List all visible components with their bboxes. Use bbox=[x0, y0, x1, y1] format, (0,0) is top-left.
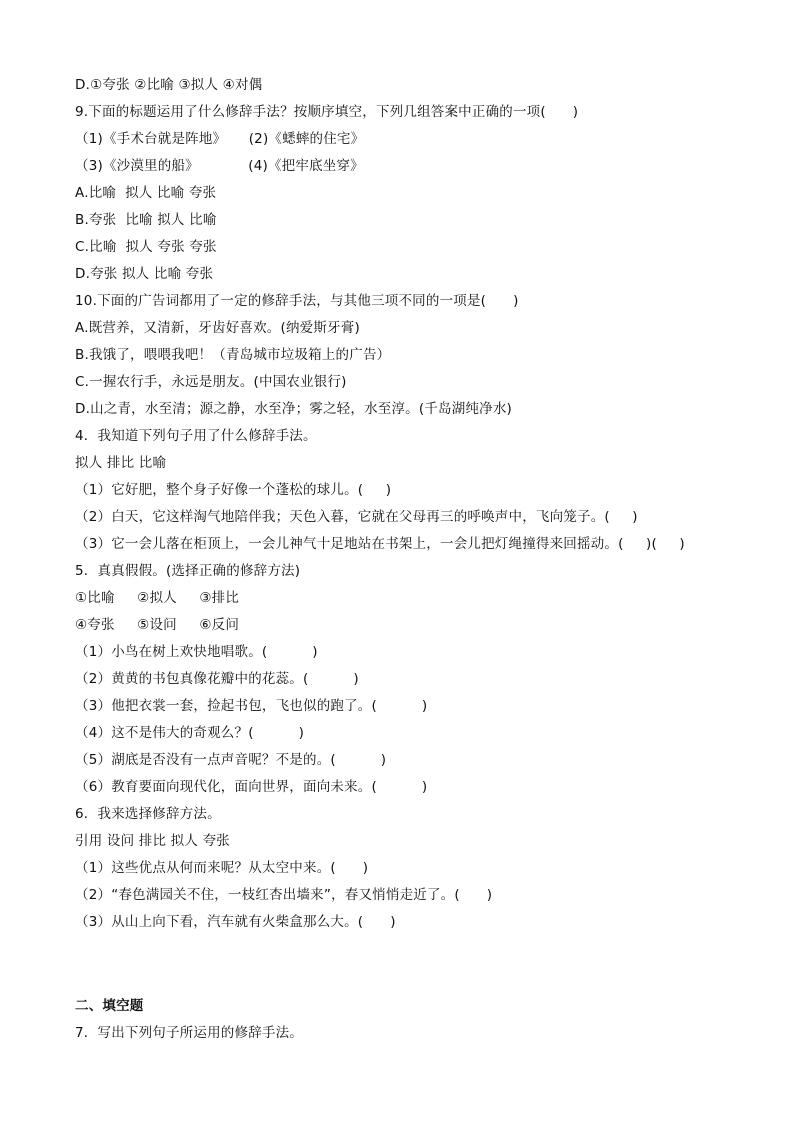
q4-item-2: （2）白天，它这样淘气地陪伴我；天色入暮，它就在父母再三的呼唤声中，飞向笼子。( ) bbox=[75, 509, 638, 525]
q5-item-5: （5）湖底是否没有一点声音呢？不是的。( ) bbox=[75, 752, 387, 768]
q7-stem: 7．写出下列句子所运用的修辞手法。 bbox=[75, 1025, 303, 1041]
q4-item-3: （3）它一会儿落在柜顶上，一会儿神气十足地站在书架上，一会儿把灯绳撞得来回摇动。( )( ) bbox=[75, 536, 685, 552]
q6-word-bank: 引用 设问 排比 拟人 夸张 bbox=[75, 833, 230, 849]
q5-choices-row-1: ①比喻 ②拟人 ③排比 bbox=[75, 590, 240, 606]
q4-item-1: （1）它好肥，整个身子好像一个蓬松的球儿。( ) bbox=[75, 482, 392, 498]
q10-stem: 10.下面的广告词都用了一定的修辞手法，与其他三项不同的一项是( ) bbox=[75, 293, 519, 309]
q9-option-b: B.夸张 比喻 拟人 比喻 bbox=[75, 212, 217, 228]
q10-option-c: C.一握农行手，永远是朋友。(中国农业银行) bbox=[75, 374, 347, 390]
q6-item-1: （1）这些优点从何而来呢？从太空中来。( ) bbox=[75, 860, 369, 876]
q5-item-4: （4）这不是伟大的奇观么？( ) bbox=[75, 725, 305, 741]
q6-item-2: （2）“春色满园关不住，一枝红杏出墙来”，春又悄悄走近了。( ) bbox=[75, 887, 493, 903]
q5-item-6: （6）教育要面向现代化，面向世界，面向未来。( ) bbox=[75, 779, 428, 795]
q5-choices-row-2: ④夸张 ⑤设问 ⑥反问 bbox=[75, 617, 240, 633]
q9-title-1-2: （1)《手术台就是阵地》 (2)《蟋蟀的住宅》 bbox=[75, 131, 365, 147]
q9-title-3-4: （3)《沙漠里的船》 (4)《把牢底坐穿》 bbox=[75, 158, 364, 174]
q6-stem: 6．我来选择修辞方法。 bbox=[75, 806, 221, 822]
q5-stem: 5．真真假假。(选择正确的修辞方法) bbox=[75, 563, 301, 579]
q8-option-d: D.①夸张 ②比喻 ③拟人 ④对偶 bbox=[75, 77, 263, 93]
q4-word-bank: 拟人 排比 比喻 bbox=[75, 455, 167, 471]
section-heading-fill-in: 二、填空题 bbox=[75, 998, 144, 1014]
q10-option-b: B.我饿了，喂喂我吧！（青岛城市垃圾箱上的广告） bbox=[75, 347, 391, 363]
q9-stem: 9.下面的标题运用了什么修辞手法？按顺序填空，下列几组答案中正确的一项( ) bbox=[75, 104, 579, 120]
q5-item-2: （2）黄黄的书包真像花瓣中的花蕊。( ) bbox=[75, 671, 359, 687]
q10-option-d: D.山之青，水至清；源之静，水至净；雾之轻，水至淳。(千岛湖纯净水) bbox=[75, 401, 513, 417]
q9-option-d: D.夸张 拟人 比喻 夸张 bbox=[75, 266, 214, 282]
q4-stem: 4．我知道下列句子用了什么修辞手法。 bbox=[75, 428, 317, 444]
q5-item-1: （1）小鸟在树上欢快地唱歌。( ) bbox=[75, 644, 318, 660]
q6-item-3: （3）从山上向下看，汽车就有火柴盒那么大。( ) bbox=[75, 914, 396, 930]
q5-item-3: （3）他把衣裳一套，捡起书包，飞也似的跑了。( ) bbox=[75, 698, 428, 714]
q10-option-a: A.既营养，又清新，牙齿好喜欢。(纳爱斯牙膏) bbox=[75, 320, 360, 336]
q9-option-c: C.比喻 拟人 夸张 夸张 bbox=[75, 239, 217, 255]
q9-option-a: A.比喻 拟人 比喻 夸张 bbox=[75, 185, 217, 201]
